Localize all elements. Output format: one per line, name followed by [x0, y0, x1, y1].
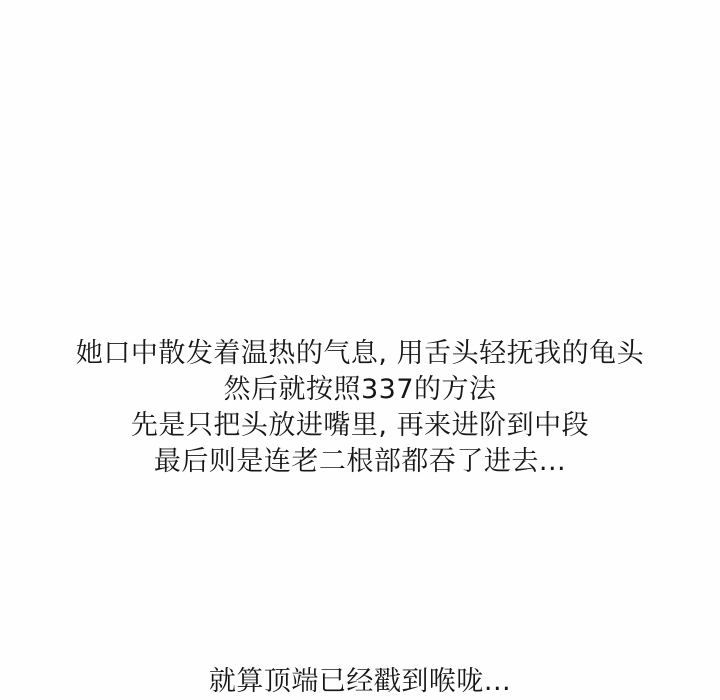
narration-line-3: 先是只把头放进嘴里, 再来进阶到中段 [130, 410, 590, 441]
narration-line-4: 最后则是连老二根部都吞了进去... [153, 446, 567, 477]
narration-line-1: 她口中散发着温热的气息, 用舌头轻抚我的龟头 [75, 338, 645, 369]
narration-text-block [0, 336, 720, 480]
narration-line-2: 然后就按照337的方法 [223, 374, 497, 405]
bottom-narration-text: 就算顶端已经戳到喉咙... [208, 666, 512, 697]
